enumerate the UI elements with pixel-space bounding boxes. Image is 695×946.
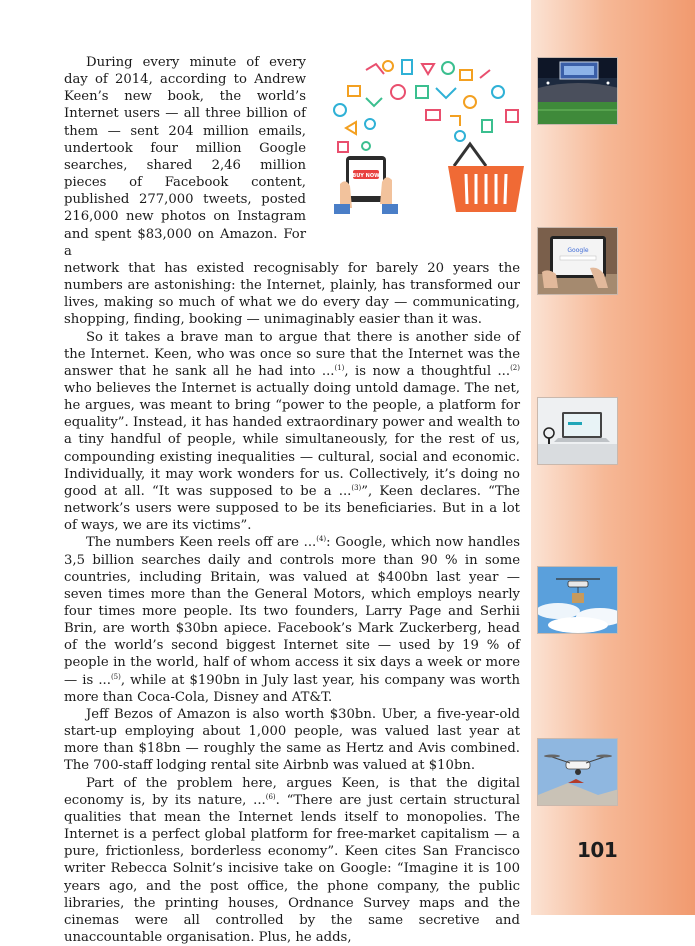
stadium-screen-icon	[538, 58, 618, 125]
camera-drone-photo	[537, 738, 618, 806]
paragraph-3: The numbers Keen reels off are ...$^{(4)}$: Google, which now handles 3,5 billion searches daily and controls more than 90 % in some countries, including Britain, was valued at $400bn last year — seven times more than the General Motors, which employs nearly four times more people. Its two founders, Larry Page and Serhii Brin, are worth $30bn apiece. Facebook’s Mark Zuckerberg, head of the world’s second biggest Internet site — used by 19 % of people in the world, half of whom access it six days a week or more — is ...$^{(5)}$, while at $190bn in July last year, his company was worth more than Coca-Cola, Disney and AT&T.	[64, 535, 520, 705]
intro-wrap	[64, 54, 306, 260]
delivery-drone-icon	[538, 567, 618, 634]
paragraph-1-intro: During every minute of every day of 2014, according to Andrew Keen’s new book, the world’s Internet users — all three billion of them — sent 204 million emails, undertook four million Google searches, shared 2,46 million pieces of Facebook content, published 277,000 tweets, posted 216,000 new photos on Instagram and spent $83,000 on Amazon. For a	[64, 55, 306, 259]
laptop-desk-icon	[538, 398, 618, 465]
delivery-drone-photo	[537, 566, 618, 634]
paragraph-4: Jeff Bezos of Amazon is also worth $30bn. Uber, a five-year-old start-up employing about 1,000 people, was valued last year at more than $18bn — roughly the same as Hertz and Avis combined. The 700-staff lodging rental site Airbnb was valued at $10bn.	[64, 706, 520, 774]
paragraph-2: So it takes a brave man to argue that there is another side of the Internet. Keen, who was once so sure that the Internet was the answer that he sank all he had into ...$^{(1)}$, is now a thoughtful ...$^{(2)}$ who believes the Internet is actually doing untold damage. The net, he argues, was meant to bring “power to the people, a platform for equality”. Instead, it has handed extraordinary power and wealth to a tiny handful of people, while simultaneously, for the rest of us, compounding existing inequalities — cultural, social and economic. Individually, it may work wonders for us. Collectively, it’s doing no good at all. “It was supposed to be a ...$^{(3)}$”, Keen declares. “The network’s users were supposed to be its beneficiaries. But in a lot of ways, we are its victims”.	[64, 329, 520, 534]
page-number: 101	[577, 838, 618, 862]
paragraph-1-continued: network that has existed recognisably for barely 20 years the numbers are astonishing: the Internet, plainly, has transformed our lives, making so much of what we do every day — communicating, shopping, finding, booking — unimaginably easier than it was.	[64, 260, 520, 328]
paragraph-5: Part of the problem here, argues Keen, is that the digital economy is, by its nature, ...$^{(6)}$. “There are just certain structural qualities that mean the Internet lends itself to monopolies. The Internet is a perfect global platform for free-market capitalism — a pure, frictionless, borderless economy”. Keen cites San Francisco writer Rebecca Solnit’s incisive take on Google: “Imagine it is 100 years ago, and the post office, the phone company, the public libraries, the printing houses, Ordnance Survey maps and the cinemas were all controlled by the same secretive and unaccountable organisation. Plus, he adds,	[64, 775, 521, 945]
article-column	[64, 54, 520, 946]
laptop-desk-photo	[537, 397, 618, 465]
tablet-google-search-icon	[538, 228, 618, 295]
svg-text:Google: Google	[567, 247, 589, 254]
buy-now-label: BUY NOW	[352, 173, 380, 179]
camera-drone-icon	[538, 739, 618, 806]
stadium-screen-photo	[537, 57, 618, 125]
tablet-search-photo	[537, 227, 618, 295]
